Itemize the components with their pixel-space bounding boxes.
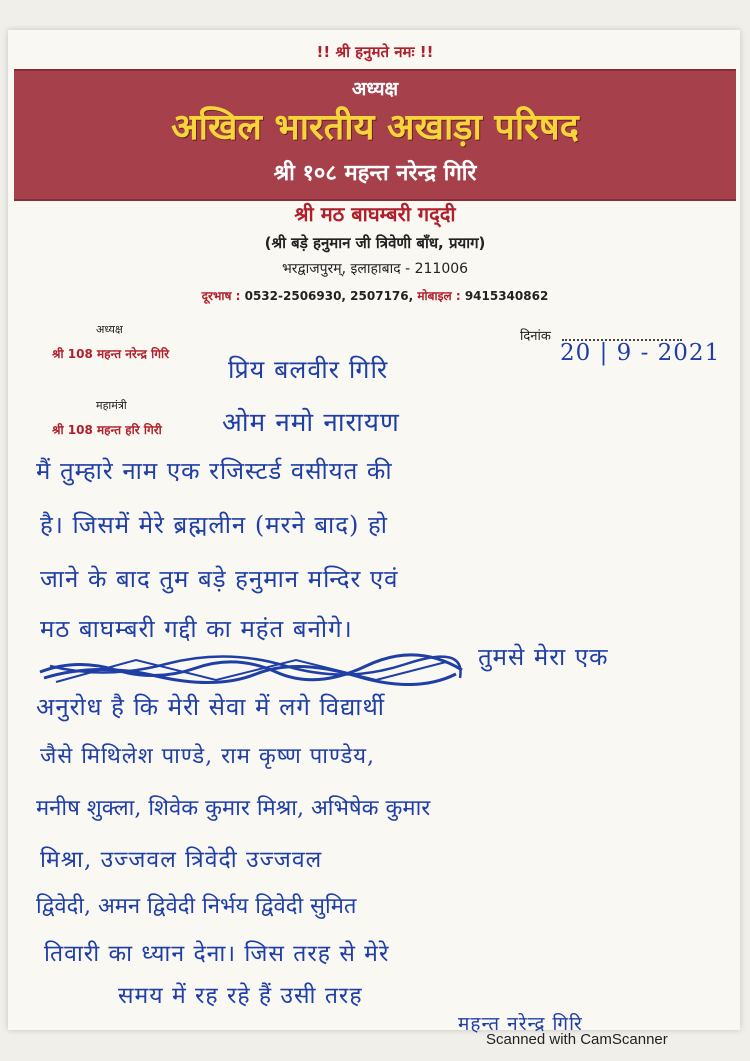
- scanner-watermark: Scanned with CamScanner: [486, 1031, 668, 1048]
- scribbled-out-text: [36, 652, 466, 686]
- organization-name: अखिल भारतीय अखाड़ा परिषद: [171, 107, 579, 148]
- sidebar-name-secretary: श्री 108 महन्त हरि गिरी: [52, 423, 162, 437]
- letter-line: तुमसे मेरा एक: [478, 643, 609, 671]
- date-label: दिनांक: [520, 329, 551, 344]
- invocation: !! श्री हनुमते नमः !!: [316, 43, 434, 61]
- phone-label: दूरभाष :: [201, 289, 241, 303]
- letter-line: है। जिसमें मेरे ब्रह्मलीन (मरने बाद) हो: [40, 511, 388, 539]
- letterhead-banner: [14, 69, 736, 201]
- letter-line: मठ बाघम्बरी गद्दी का महंत बनोगे।: [40, 615, 353, 643]
- letterhead-role: अध्यक्ष: [351, 78, 399, 100]
- letter-line: द्विवेदी, अमन द्विवेदी निर्भय द्विवेदी सुमित: [36, 894, 357, 919]
- letter-line: मिश्रा, उज्जवल त्रिवेदी उज्जवल: [40, 847, 323, 873]
- letter-line: मैं तुम्हारे नाम एक रजिस्टर्ड वसीयत की: [36, 457, 393, 485]
- letter-line: जाने के बाद तुम बड़े हनुमान मन्दिर एवं: [40, 565, 399, 593]
- mobile-label: मोबाइल :: [417, 289, 461, 303]
- mobile-number: 9415340862: [464, 289, 549, 303]
- sidebar-role-president: अध्यक्ष: [96, 323, 123, 336]
- letter-line: मनीष शुक्ला, शिवेक कुमार मिश्रा, अभिषेक कुमार: [36, 796, 431, 821]
- letter-line: ओम नमो नारायण: [222, 408, 400, 438]
- letter-line: अनुरोध है कि मेरी सेवा में लगे विद्यार्थी: [36, 693, 385, 721]
- president-name: श्री १०८ महन्त नरेन्द्र गिरि: [273, 161, 477, 186]
- city-address: भरद्वाजपुरम्, इलाहाबाद - 211006: [281, 261, 469, 277]
- signature: महन्त नरेन्द्र गिरि: [458, 1013, 583, 1035]
- math-name: श्री मठ बाघम्बरी गद्‌दी: [294, 202, 456, 226]
- sub-address: (श्री बड़े हनुमान जी त्रिवेणी बाँध, प्रयाग): [264, 234, 486, 252]
- sidebar-name-president: श्री 108 महन्त नरेन्द्र गिरि: [52, 347, 169, 361]
- letter-line: तिवारी का ध्यान देना। जिस तरह से मेरे: [44, 941, 390, 967]
- phone-line: [0, 287, 750, 304]
- letter-line: जैसे मिथिलेश पाण्डे, राम कृष्ण पाण्डेय,: [40, 744, 375, 769]
- letter-line: समय में रह रहे हैं उसी तरह: [118, 983, 363, 1009]
- sidebar-role-secretary: महामंत्री: [96, 399, 127, 412]
- letter-line: प्रिय बलवीर गिरि: [228, 355, 389, 384]
- phone-number: 0532-2506930, 2507176,: [244, 289, 414, 303]
- date-value: 20 | 9 - 2021: [560, 340, 721, 366]
